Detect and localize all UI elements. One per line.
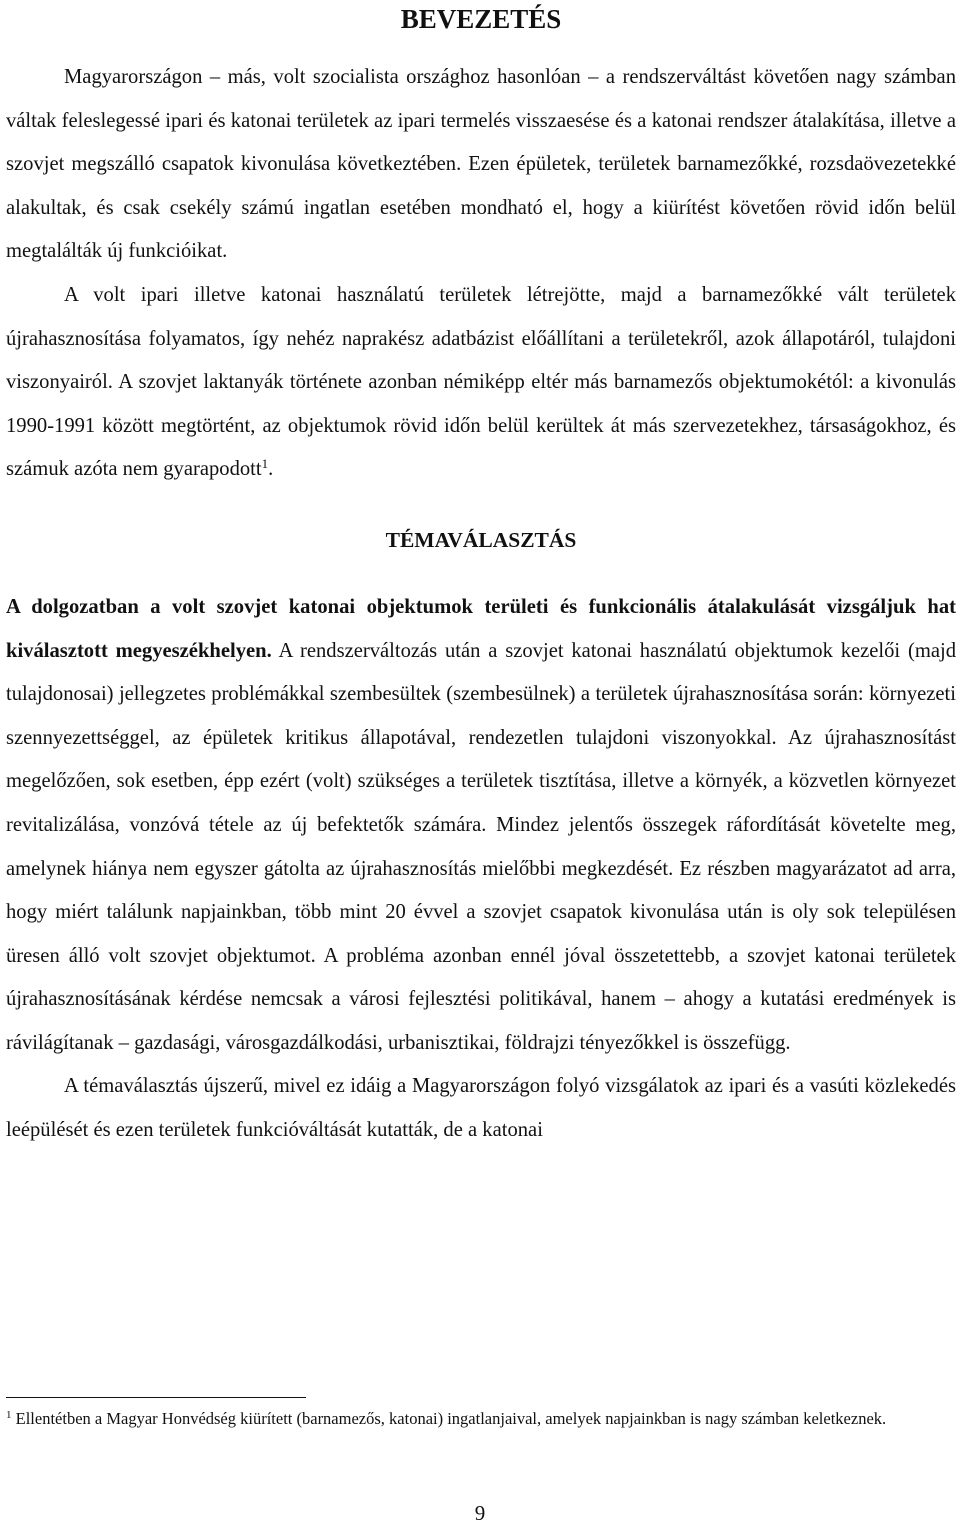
intro-paragraph-2-text: A volt ipari illetve katonai használatú területek létrejötte, majd a barnamezőkké vált területek újrahasznosítása folyamatos, így nehéz naprakész adatbázist előállítani a területekről, azok állapotáról, tulajdoni viszonyairól. A szovjet laktanyák története azonban némiképp eltér más barnamezős objektumokétól: a kivonulás 1990-1991 között megtörtént, az objektumok rövid időn belül kerültek át más szervezetekhez, társaságokhoz, és számuk azóta nem gyarapodott xyxy=(6,283,956,481)
topic-paragraph-2: A témaválasztás újszerű, mivel ez idáig a Magyarországon folyó vizsgálatok az ipari és a vasúti közlekedés leépülését és ezen területek funkcióváltását kutatták, de a katonai xyxy=(6,1075,956,1142)
topic-section xyxy=(6,586,956,1153)
footnote-divider xyxy=(6,1397,306,1398)
footnote-text: Ellentétben a Magyar Honvédség kiürített (barnamezős, katonai) ingatlanjaival, amelyek napjainkban is nagy számban keletkeznek. xyxy=(11,1409,887,1428)
document-page xyxy=(6,0,956,1153)
page-number: 9 xyxy=(474,1501,486,1525)
intro-paragraph-2-end: . xyxy=(268,458,274,481)
footnote-number: 1 xyxy=(6,1409,12,1421)
intro-paragraph-2 xyxy=(6,274,956,492)
section-heading: TÉMAVÁLASZTÁS xyxy=(385,527,577,552)
topic-paragraph-1 xyxy=(6,586,956,1066)
intro-section xyxy=(6,56,956,492)
topic-bold-lead: A dolgozatban a volt szovjet katonai objektumok területi és funkcionális átalakulását vizsgáljuk hat kiválasztott megyeszékhelyen. xyxy=(6,595,956,662)
page-title: BEVEZETÉS xyxy=(400,4,562,34)
topic-paragraph-1-text: A rendszerváltozás után a szovjet katonai használatú objektumok kezelői (majd tulajdonosai) jellegzetes problémákkal szembesültek (szembesülnek) a területek újrahasznosítása során: környezeti szennyezettséggel, az épületek kritikus állapotával, rendezetlen tulajdoni viszonyokkal. Az újrahasznosítást megelőzően, sok esetben, épp ezért (volt) szükséges a területek tisztítása, illetve a környék, a közvetlen környezet revitalizálása, vonzóvá tétele az új befektetők számára. Mindez jelentős összegek ráfordítását követelte meg, amelynek hiánya nem egyszer gátolta az újrahasznosítás mielőbbi megkezdését. Ez részben magyarázatot ad arra, hogy miért találunk napjainkban, több mint 20 évvel a szovjet csapatok kivonulása után is oly sok településen üresen álló volt szovjet objektumot. A probléma azonban ennél jóval összetettebb, a szovjet katonai területek újrahasznosításának kérdése nemcsak a városi fejlesztési politikával, hanem – ahogy a kutatási eredmények is rávilágítanak – gazdasági, városgazdálkodási, urbanisztikai, földrajzi tényezőkkel is összefügg. xyxy=(6,639,957,1054)
footnote xyxy=(6,1406,951,1432)
intro-paragraph-1: Magyarországon – más, volt szocialista országhoz hasonlóan – a rendszerváltást követően nagy számban váltak feleslegessé ipari és katonai területek az ipari termelés visszaesése és a katonai rendszer átalakítása, illetve a szovjet megszálló csapatok kivonulása következtében. Ezen épületek, területek barnamezőkké, rozsdaövezetekké alakultak, és csak csekély számú ingatlan esetében mondható el, hogy a kiürítést követően rövid időn belül megtalálták új funkcióikat. xyxy=(6,66,956,263)
footnote-reference[interactable]: 1 xyxy=(261,456,269,472)
